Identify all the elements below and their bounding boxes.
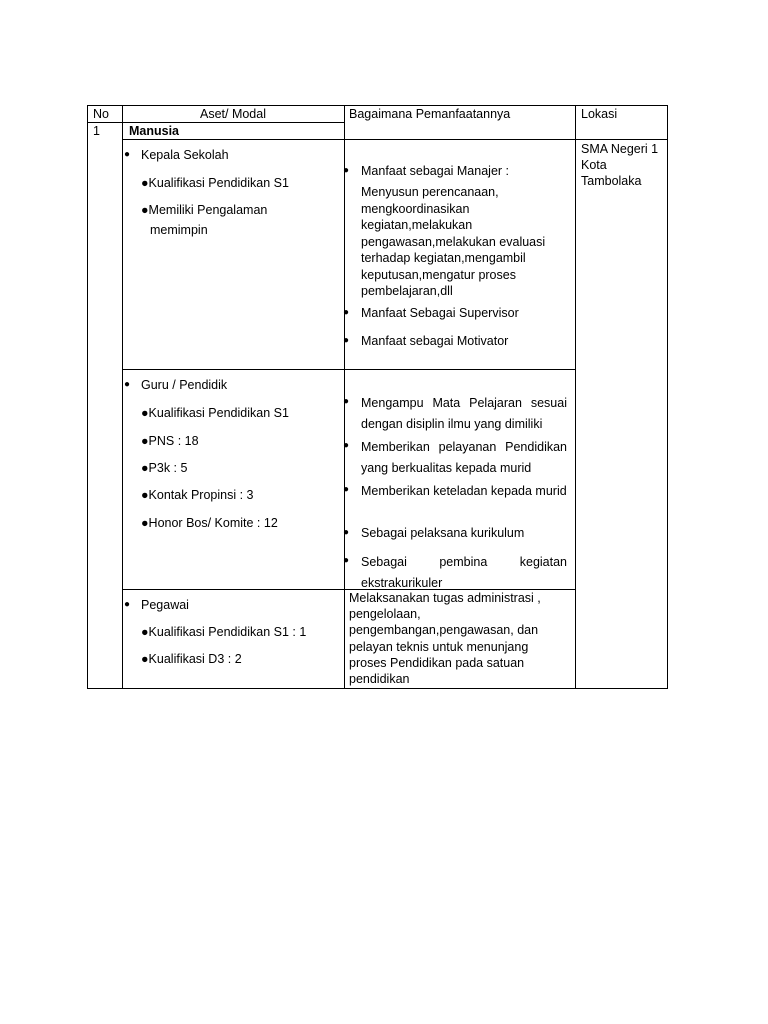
header-aset: Aset/ Modal (199, 107, 266, 121)
section-title: Kepala Sekolah (141, 148, 229, 162)
detail-item: memimpin (150, 223, 208, 237)
detail-item: ●Kontak Propinsi : 3 (141, 488, 254, 502)
bullet-marker: ● (124, 379, 131, 390)
detail-item: ●Kualifikasi Pendidikan S1 : 1 (141, 625, 307, 639)
section-title: Pegawai (141, 598, 189, 612)
col-divider-1 (122, 105, 123, 689)
bullet-marker: ● (343, 396, 350, 407)
detail-item: ●Honor Bos/ Komite : 12 (141, 516, 278, 530)
use-label: Manfaat sebagai Manajer : (361, 164, 510, 178)
section-title: Guru / Pendidik (141, 378, 228, 392)
bullet-marker: ● (343, 527, 350, 538)
detail-item: ●Kualifikasi Pendidikan S1 (141, 176, 289, 190)
bullet-marker: ● (343, 165, 350, 176)
detail-item: ●Memiliki Pengalaman (141, 203, 268, 217)
table-border-bottom (87, 688, 668, 689)
use-label: Manfaat sebagai Motivator (361, 334, 509, 348)
use-item: Mengampu Mata Pelajaran sesuai dengan disiplin ilmu yang dimiliki (361, 396, 567, 431)
row-number: 1 (93, 124, 100, 138)
detail-item: ●P3k : 5 (141, 461, 188, 475)
bullet-marker: ● (124, 149, 131, 160)
table-border-right (667, 105, 668, 689)
header-pemanfaatan: Bagaimana Pemanfaatannya (349, 107, 511, 121)
bullet-marker: ● (343, 335, 350, 346)
header-no: No (93, 107, 109, 121)
pemanfaatan-header-divider (344, 139, 575, 140)
bullet-marker: ● (343, 484, 350, 495)
use-item: Sebagai pembina kegiatan ekstrakurikuler (361, 555, 567, 590)
use-item: Memberikan keteladan kepada murid (361, 484, 567, 498)
header-lokasi: Lokasi (581, 107, 618, 121)
section-divider-1 (122, 369, 575, 370)
use-description: Menyusun perencanaan, mengkoordinasikan kegiatan,melakukan pengawasan,melakukan evaluasi terhadap kegiatan,mengambil keputusan,mengatur proses pembelajaran,dll (361, 185, 546, 298)
bullet-marker: ● (343, 555, 350, 566)
lokasi-header-divider (575, 139, 668, 140)
bullet-marker: ● (124, 599, 131, 610)
col-divider-3 (575, 105, 576, 689)
bullet-marker: ● (343, 307, 350, 318)
lokasi-value: SMA Negeri 1 Kota Tambolaka (581, 142, 659, 188)
detail-item: ●PNS : 18 (141, 434, 199, 448)
category-label: Manusia (129, 124, 180, 138)
bullet-marker: ● (343, 440, 350, 451)
detail-item: ●Kualifikasi Pendidikan S1 (141, 406, 289, 420)
use-item: Memberikan pelayanan Pendidikan yang berkualitas kepada murid (361, 440, 567, 475)
use-item: Sebagai pelaksana kurikulum (361, 526, 525, 540)
table-border-left (87, 105, 88, 689)
use-description: Melaksanakan tugas administrasi , pengelolaan, pengembangan,pengawasan, dan pelayan teknis untuk menunjang proses Pendidikan pada satuan pendidikan (349, 591, 541, 687)
use-label: Manfaat Sebagai Supervisor (361, 306, 519, 320)
detail-item: ●Kualifikasi D3 : 2 (141, 652, 242, 666)
